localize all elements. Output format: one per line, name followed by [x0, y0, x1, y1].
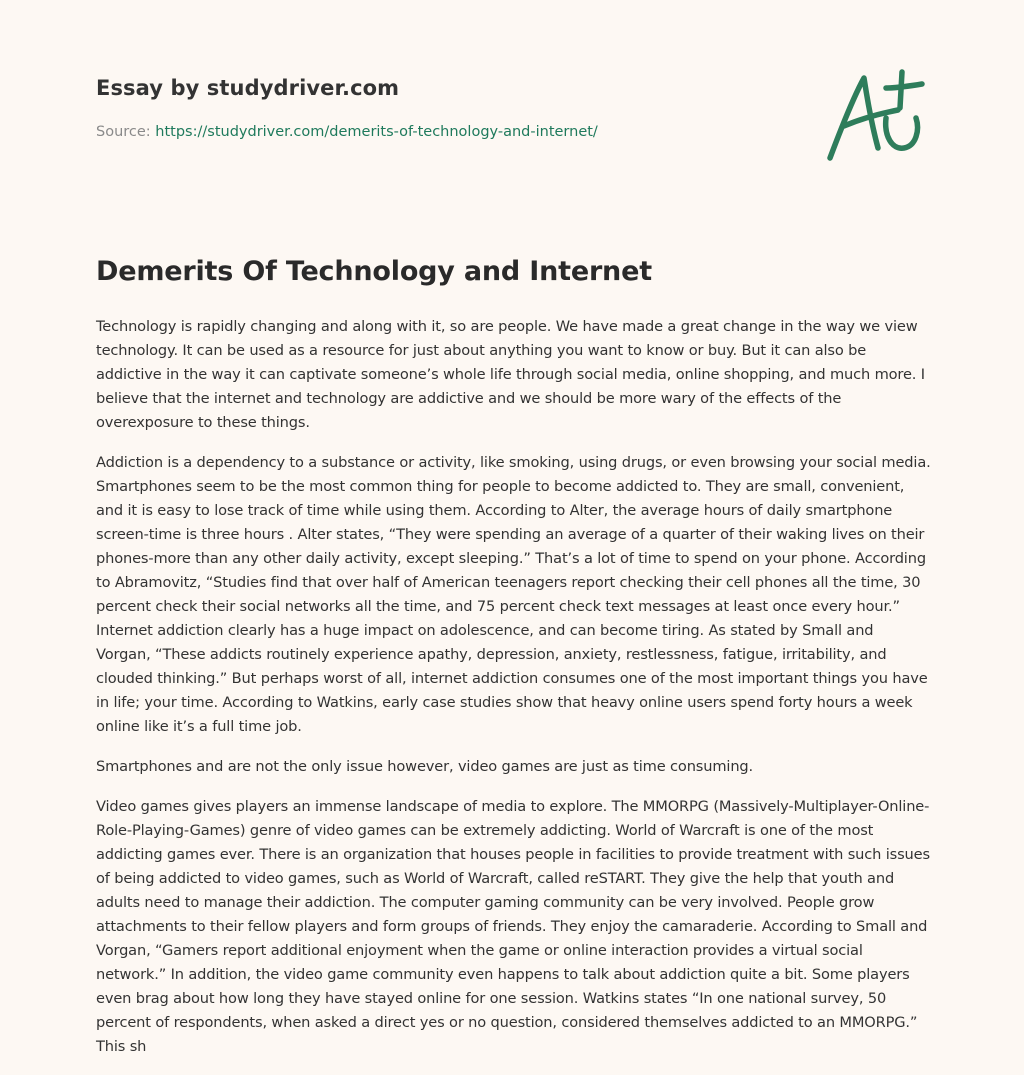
source-link[interactable]: https://studydriver.com/demerits-of-technology-and-internet/	[155, 124, 598, 140]
document-title: Demerits Of Technology and Internet	[96, 256, 652, 287]
paragraph: Video games gives players an immense landscape of media to explore. The MMORPG (Massively-Multiplayer-Online-Role-Playing-Games) genre of video games can be extremely addicting. World of Warcraft is one of the most addicting games ever. There is an organization that houses people in facilities to provide treatment with such issues of being addicted to video games, such as World of Warcraft, called reSTART. They give the help that youth and adults need to manage their addiction. The computer gaming community can be very involved. People grow attachments to their fellow players and form groups of friends. They enjoy the camaraderie. According to Small and Vorgan, “Gamers report additional enjoyment when the game or online interaction provides a virtual social network.” In addition, the video game community even happens to talk about addiction quite a bit. Some players even brag about how long they have stayed online for one session. Watkins states “In one national survey, 50 percent of respondents, when asked a direct yes or no question, considered themselves addicted to an MMORPG.” This sh	[96, 798, 930, 1055]
paragraph: Smartphones and are not the only issue however, video games are just as time consuming.	[96, 758, 754, 775]
paragraph: Addiction is a dependency to a substance or activity, like smoking, using drugs, or even browsing your social media. Smartphones seem to be the most common thing for people to become addicted to. They are small, convenient, and it is easy to lose track of time while using them. According to Alter, the average hours of daily smartphone screen-time is three hours . Alter states, “They were spending an average of a quarter of their waking lives on their phones-more than any other daily activity, except sleeping.” That’s a lot of time to spend on your phone. According to Abramovitz, “Studies find that over half of American teenagers report checking their cell phones all the time, 30 percent check their social networks all the time, and 75 percent check text messages at least once every hour.” Internet addiction clearly has a huge impact on adolescence, and can become tiring. As stated by Small and Vorgan, “These addicts routinely experience apathy, depression, anxiety, restlessness, fatigue, irritability, and clouded thinking.” But perhaps worst of all, internet addiction consumes one of the most important things you have in life; your time. According to Watkins, early case studies show that heavy online users spend forty hours a week online like it’s a full time job.	[96, 454, 931, 735]
source-label: Source:	[96, 124, 151, 140]
a-plus-logo-icon	[822, 68, 926, 164]
essay-body	[96, 315, 932, 1075]
source-line	[96, 124, 598, 140]
paragraph: Technology is rapidly changing and along with it, so are people. We have made a great change in the way we view technology. It can be used as a resource for just about anything you want to know or buy. But it can also be addictive in the way it can captivate someone’s whole life through social media, online shopping, and much more. I believe that the internet and technology are addictive and we should be more wary of the effects of the overexposure to these things.	[96, 318, 925, 431]
essay-header-title: Essay by studydriver.com	[96, 76, 400, 100]
